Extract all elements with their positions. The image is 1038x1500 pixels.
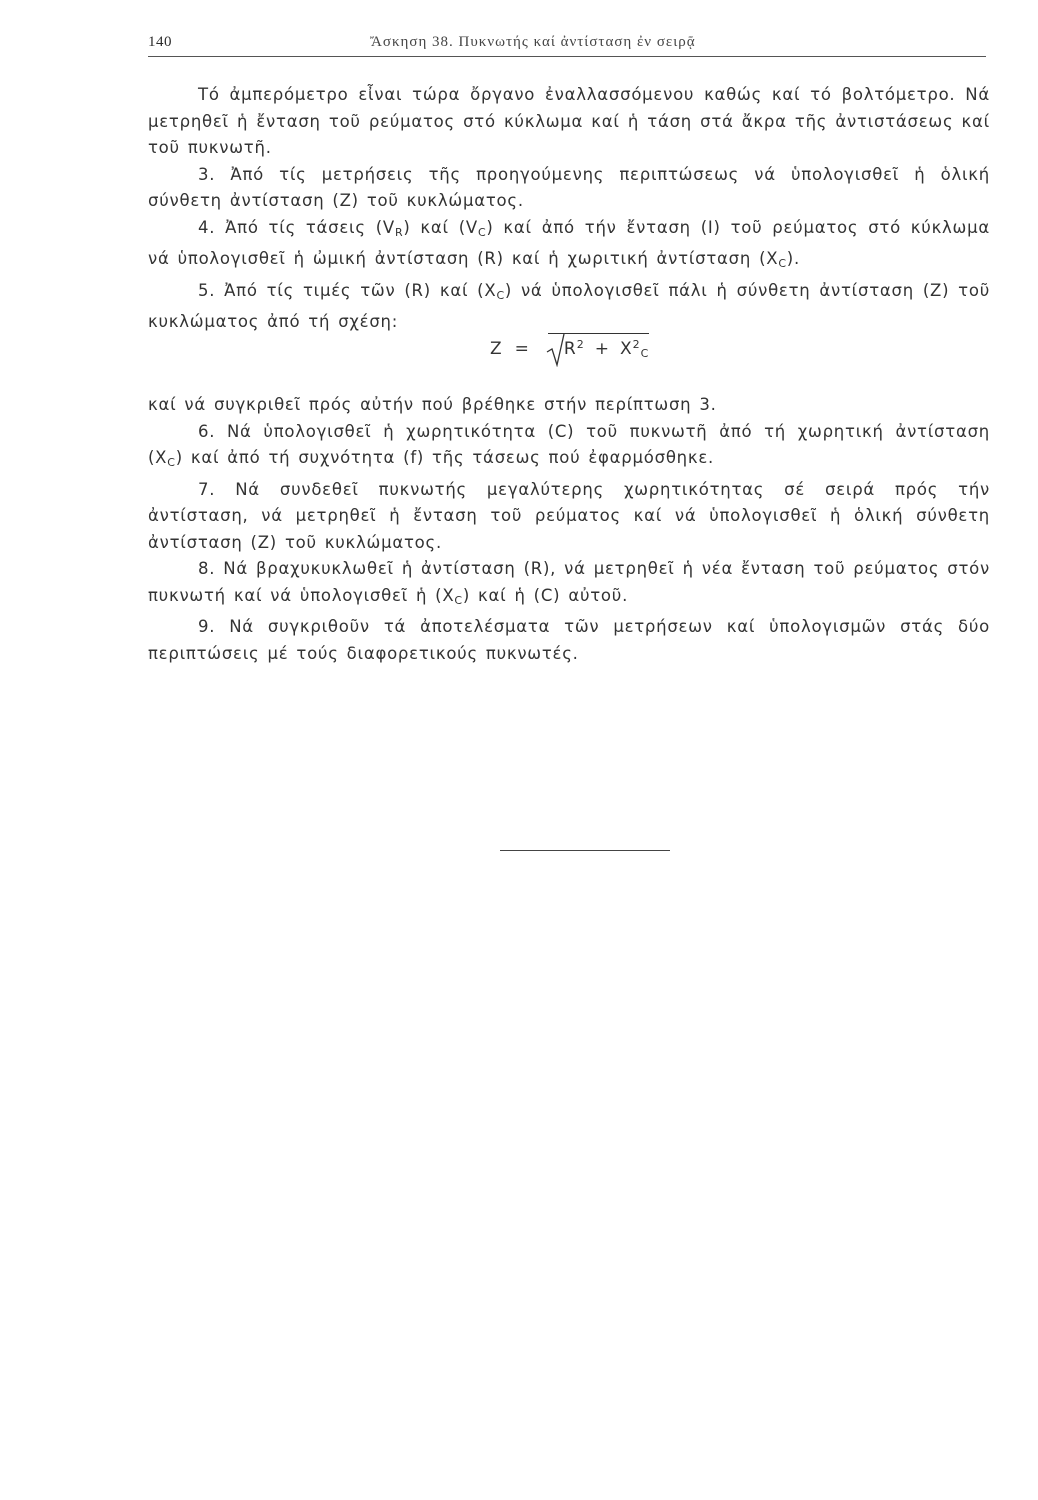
p4-text-b: ) καί (V (403, 217, 478, 237)
p8-text-a: 8. Νά βραχυκυκλωθεῖ ἡ ἀντίσταση (R), νά μετρηθεῖ ἡ νέα ἔνταση τοῦ ρεύματος στόν πυκνωτή καί νά ὑπολογισθεῖ ἡ (X (148, 559, 990, 605)
p6-text-b: ) καί ἀπό τή συχνότητα (f) τῆς τάσεως πού ἐφαρμόσθηκε. (175, 448, 715, 467)
paragraph-8 (148, 556, 990, 614)
paragraph-7: 7. Νά συνδεθεῖ πυκνωτής μεγαλύτερης χωρητικότητας σέ σειρά πρός τήν ἀντίσταση, νά μετρηθεῖ ἡ ἔνταση τοῦ ρεύματος καί νά ὑπολογισθεῖ ἡ ὁλική σύνθετη ἀντίσταση (Ζ) τοῦ κυκλώματος. (148, 479, 990, 552)
p4-text-a: 4. Ἀπό τίς τάσεις (V (198, 217, 395, 237)
paragraph-6 (148, 419, 990, 477)
formula-r-exp: 2 (576, 338, 585, 351)
p5-text-b: ) νά ὑπολογισθεῖ πάλι ἡ σύνθετη ἀντίσταση (Ζ) τοῦ κυκλώματος ἀπό τή σχέση: (148, 280, 991, 331)
paragraph-5b: καί νά συγκριθεῖ πρός αὐτήν πού βρέθηκε στήν περίπτωση 3. (148, 395, 717, 414)
paragraph-9: 9. Νά συγκριθοῦν τά ἀποτελέσματα τῶν μετρήσεων καί ὑπολογισμῶν στάς δύο περιπτώσεις μέ τούς διαφορετικούς πυκνωτές. (148, 617, 990, 663)
page-header (148, 34, 986, 57)
p4-sub-c: C (477, 225, 487, 239)
p4-sub-r: R (394, 225, 404, 239)
p8-sub-c: C (454, 593, 463, 607)
formula-x-exp: 2 (632, 338, 641, 351)
page-number: 140 (148, 34, 172, 50)
text-block-top (148, 82, 990, 336)
formula-r: R (563, 339, 577, 359)
square-root (548, 333, 649, 360)
formula-plus: + (594, 339, 610, 359)
paragraph-3: 3. Ἀπό τίς μετρήσεις τῆς προηγούμενης περιπτώσεως νά ὑπολογισθεῖ ἡ ὁλική σύνθετη ἀντίσταση (Ζ) τοῦ κυκλώματος. (148, 164, 990, 210)
end-rule (500, 850, 670, 851)
paragraph-1: Τό ἀμπερόμετρο εἶναι τώρα ὄργανο ἐναλλασσόμενου καθώς καί τό βολτόμετρο. Νά μετρηθεῖ ἡ ἔνταση τοῦ ρεύματος στό κύκλωμα καί ἡ τάση στά ἄκρα τῆς ἀντιστάσεως καί τοῦ πυκνωτῆ. (148, 85, 990, 157)
p8-text-b: ) καί ἡ (C) αὐτοῦ. (462, 585, 629, 605)
formula-x-sub: C (640, 347, 650, 360)
impedance-formula (490, 333, 649, 373)
p4-text-c: ) καί ἀπό τήν ἔνταση (Ι) τοῦ ρεύματος στό κύκλωμα νά ὑπολογισθεῖ ἡ ὠμική ἀντίσταση (R) καί ἡ χωριτική ἀντίσταση (X (148, 217, 990, 268)
formula-lhs: Z (490, 339, 503, 359)
paragraph-5 (148, 278, 990, 336)
p5-sub-c: C (496, 288, 505, 302)
paragraph-4 (148, 215, 990, 278)
formula-x: X (619, 339, 633, 359)
radical-sign-icon (546, 333, 566, 367)
p5-text-a: 5. Ἀπό τίς τιμές τῶν (R) καί (X (198, 280, 497, 300)
p4-text-d: ). (786, 249, 800, 268)
p6-text-a: 6. Νά ὑπολογισθεῖ ἡ χωρητικότητα (C) τοῦ πυκνωτῆ ἀπό τή χωρητική ἀντίσταση (X (148, 421, 990, 467)
p4-sub-c2: C (778, 257, 787, 270)
p6-sub-c: C (167, 456, 176, 469)
text-block-bottom (148, 392, 990, 667)
running-title: Ἄσκηση 38. Πυκνωτής καί ἀντίσταση ἐν σειρᾷ (370, 34, 696, 50)
formula-equals: = (514, 339, 530, 359)
